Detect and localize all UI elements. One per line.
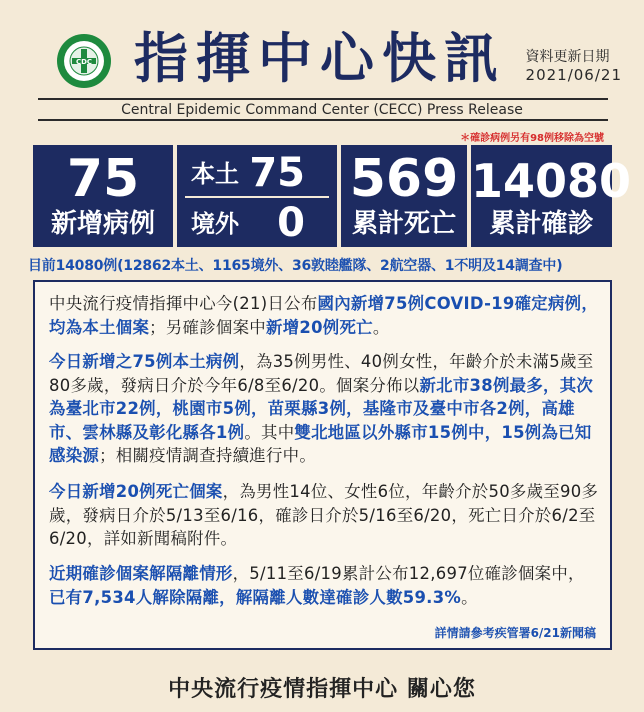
paragraph-segment: ；另確診個案中 bbox=[149, 317, 266, 337]
paragraph-segment: ，為男性14位、女性6位，年齡介於50多歲至90多歲，發病日介於5/13至6/16，確診日介於5/16至6/20，死亡日介於6/2至6/20，詳如新聞稿附件。 bbox=[49, 482, 599, 548]
paragraph-segment: 。 bbox=[461, 587, 478, 607]
case-summary: 目前14080例(12862本土、1165境外、36敦睦艦隊、2航空器、1不明及14調查中) bbox=[28, 258, 563, 274]
local-value: 75 bbox=[249, 150, 305, 196]
paragraph-2 bbox=[49, 350, 599, 468]
confirmed-box bbox=[471, 145, 632, 247]
cdc-logo bbox=[56, 33, 112, 89]
paragraph-4 bbox=[49, 562, 599, 609]
paragraph-segment: 。其中 bbox=[244, 422, 295, 442]
update-info bbox=[526, 48, 622, 84]
content-card bbox=[33, 280, 612, 650]
header-rule-bottom bbox=[38, 119, 608, 121]
removed-cases-note: ＊確診病例另有98例移除為空號 bbox=[460, 133, 604, 144]
paragraph-segment: ，5/11至6/19累計公布12,697位確診個案中， bbox=[232, 564, 585, 583]
new-cases-value: 75 bbox=[66, 149, 140, 209]
header bbox=[0, 0, 644, 122]
paragraph-segment: 新增20例死亡 bbox=[266, 317, 373, 337]
page-title: 指揮中心快訊 bbox=[134, 27, 506, 90]
reference-note: 詳情請參考疾管署6/21新聞稿 bbox=[434, 626, 596, 640]
paragraph-segment: 新北市38例最多，其次為臺北市22例，桃園市5例，苗栗縣3例，基隆市及臺中市各2例，高雄市、雲林縣及彰化縣各1例 bbox=[49, 375, 594, 442]
header-rule-top bbox=[38, 98, 608, 100]
paragraph-segment: ；相關疫情調查持續進行中。 bbox=[99, 446, 317, 465]
footer-slogan: 中央流行疫情指揮中心 關心您 bbox=[168, 677, 476, 702]
logo-lettering: CDC bbox=[75, 58, 93, 66]
paragraph-segment: ，為35例男性、40例女性，年齡介於未滿5歲至80多歲，發病日介於今年6/8至6/20。個案分佈以 bbox=[49, 352, 594, 395]
confirmed-label: 累計確診 bbox=[489, 209, 594, 239]
paragraph-segment: 。 bbox=[372, 317, 390, 337]
update-label: 資料更新日期 bbox=[525, 49, 610, 65]
imported-label: 境外 bbox=[191, 210, 239, 238]
deaths-value: 569 bbox=[349, 149, 459, 209]
paragraph-segment: 今日新增20例死亡個案 bbox=[49, 482, 223, 501]
paragraph-3 bbox=[49, 480, 599, 551]
paragraph-segment: 近期確診個案解隔離情形 bbox=[49, 564, 233, 583]
paragraph-segment: 國內新增75例COVID-19確定病例，均為本土個案 bbox=[49, 294, 599, 337]
update-date: 2021/06/21 bbox=[525, 66, 622, 84]
local-label: 本土 bbox=[191, 160, 239, 188]
paragraph-segment: 今日新增之75例本土病例 bbox=[49, 352, 240, 371]
box-divider bbox=[185, 196, 329, 198]
imported-row bbox=[187, 201, 327, 245]
confirmed-value: 14080 bbox=[471, 154, 632, 208]
new-cases-box bbox=[33, 145, 173, 247]
paragraph-segment: 雙北地區以外縣市15例中，15例為已知感染源 bbox=[49, 422, 592, 465]
subtitle: Central Epidemic Command Center (CECC) Press Release bbox=[121, 102, 523, 118]
local-row bbox=[187, 151, 327, 195]
paragraph-1 bbox=[49, 292, 599, 339]
local-imported-box bbox=[177, 145, 337, 247]
paragraph-segment: 中央流行疫情指揮中心今(21)日公布 bbox=[49, 294, 318, 313]
deaths-box bbox=[341, 145, 467, 247]
paragraph-segment: 已有7,534人解除隔離，解隔離人數達確診人數59.3% bbox=[49, 587, 462, 607]
imported-value: 0 bbox=[277, 200, 305, 246]
deaths-label: 累計死亡 bbox=[351, 209, 456, 239]
new-cases-label: 新增病例 bbox=[50, 209, 155, 239]
